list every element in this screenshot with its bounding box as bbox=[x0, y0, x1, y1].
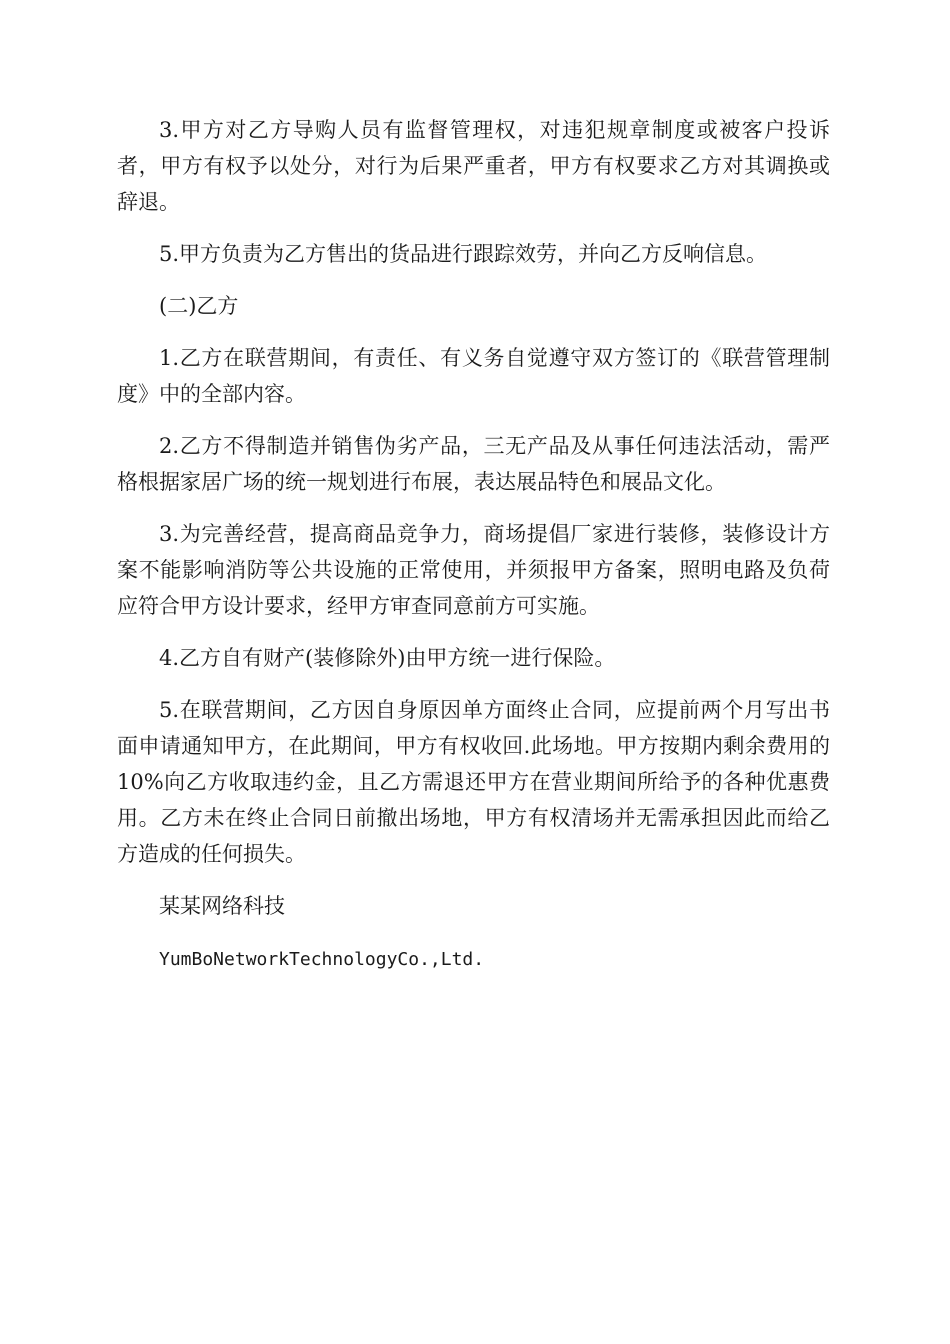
clause-a5: 5.甲方负责为乙方售出的货品进行跟踪效劳，并向乙方反响信息。 bbox=[159, 242, 768, 266]
clause-a3: 3.甲方对乙方导购人员有监督管理权，对违犯规章制度或被客户投诉者，甲方有权予以处分，对行为后果严重者，甲方有权要求乙方对其调换或辞退。 bbox=[117, 118, 830, 214]
clause-b5: 5.在联营期间，乙方因自身原因单方面终止合同，应提前两个月写出书面申请通知甲方，在此期间，甲方有权收回.此场地。甲方按期内剩余费用的10%向乙方收取违约金，且乙方需退还甲方在营业期间所给予的各种优惠费用。乙方未在终止合同日前撤出场地，甲方有权清场并无需承担因此而给乙方造成的任何损失。 bbox=[117, 698, 830, 866]
document-body bbox=[117, 112, 830, 994]
company-name-english: YumBoNetworkTechnologyCo.,Ltd. bbox=[159, 949, 485, 970]
clause-b4: 4.乙方自有财产(装修除外)由甲方统一进行保险。 bbox=[159, 646, 616, 670]
clause-b1: 1.乙方在联营期间，有责任、有义务自觉遵守双方签订的《联营管理制度》中的全部内容。 bbox=[117, 346, 830, 406]
clause-b3: 3.为完善经营，提高商品竞争力，商场提倡厂家进行装修，装修设计方案不能影响消防等公共设施的正常使用，并须报甲方备案，照明电路及负荷应符合甲方设计要求，经甲方审查同意前方可实施。 bbox=[117, 522, 830, 618]
clause-b2: 2.乙方不得制造并销售伪劣产品，三无产品及从事任何违法活动，需严格根据家居广场的统一规划进行布展，表达展品特色和展品文化。 bbox=[117, 434, 830, 494]
company-name: 某某网络科技 bbox=[159, 894, 285, 918]
section-heading-party-b: (二)乙方 bbox=[159, 294, 239, 318]
